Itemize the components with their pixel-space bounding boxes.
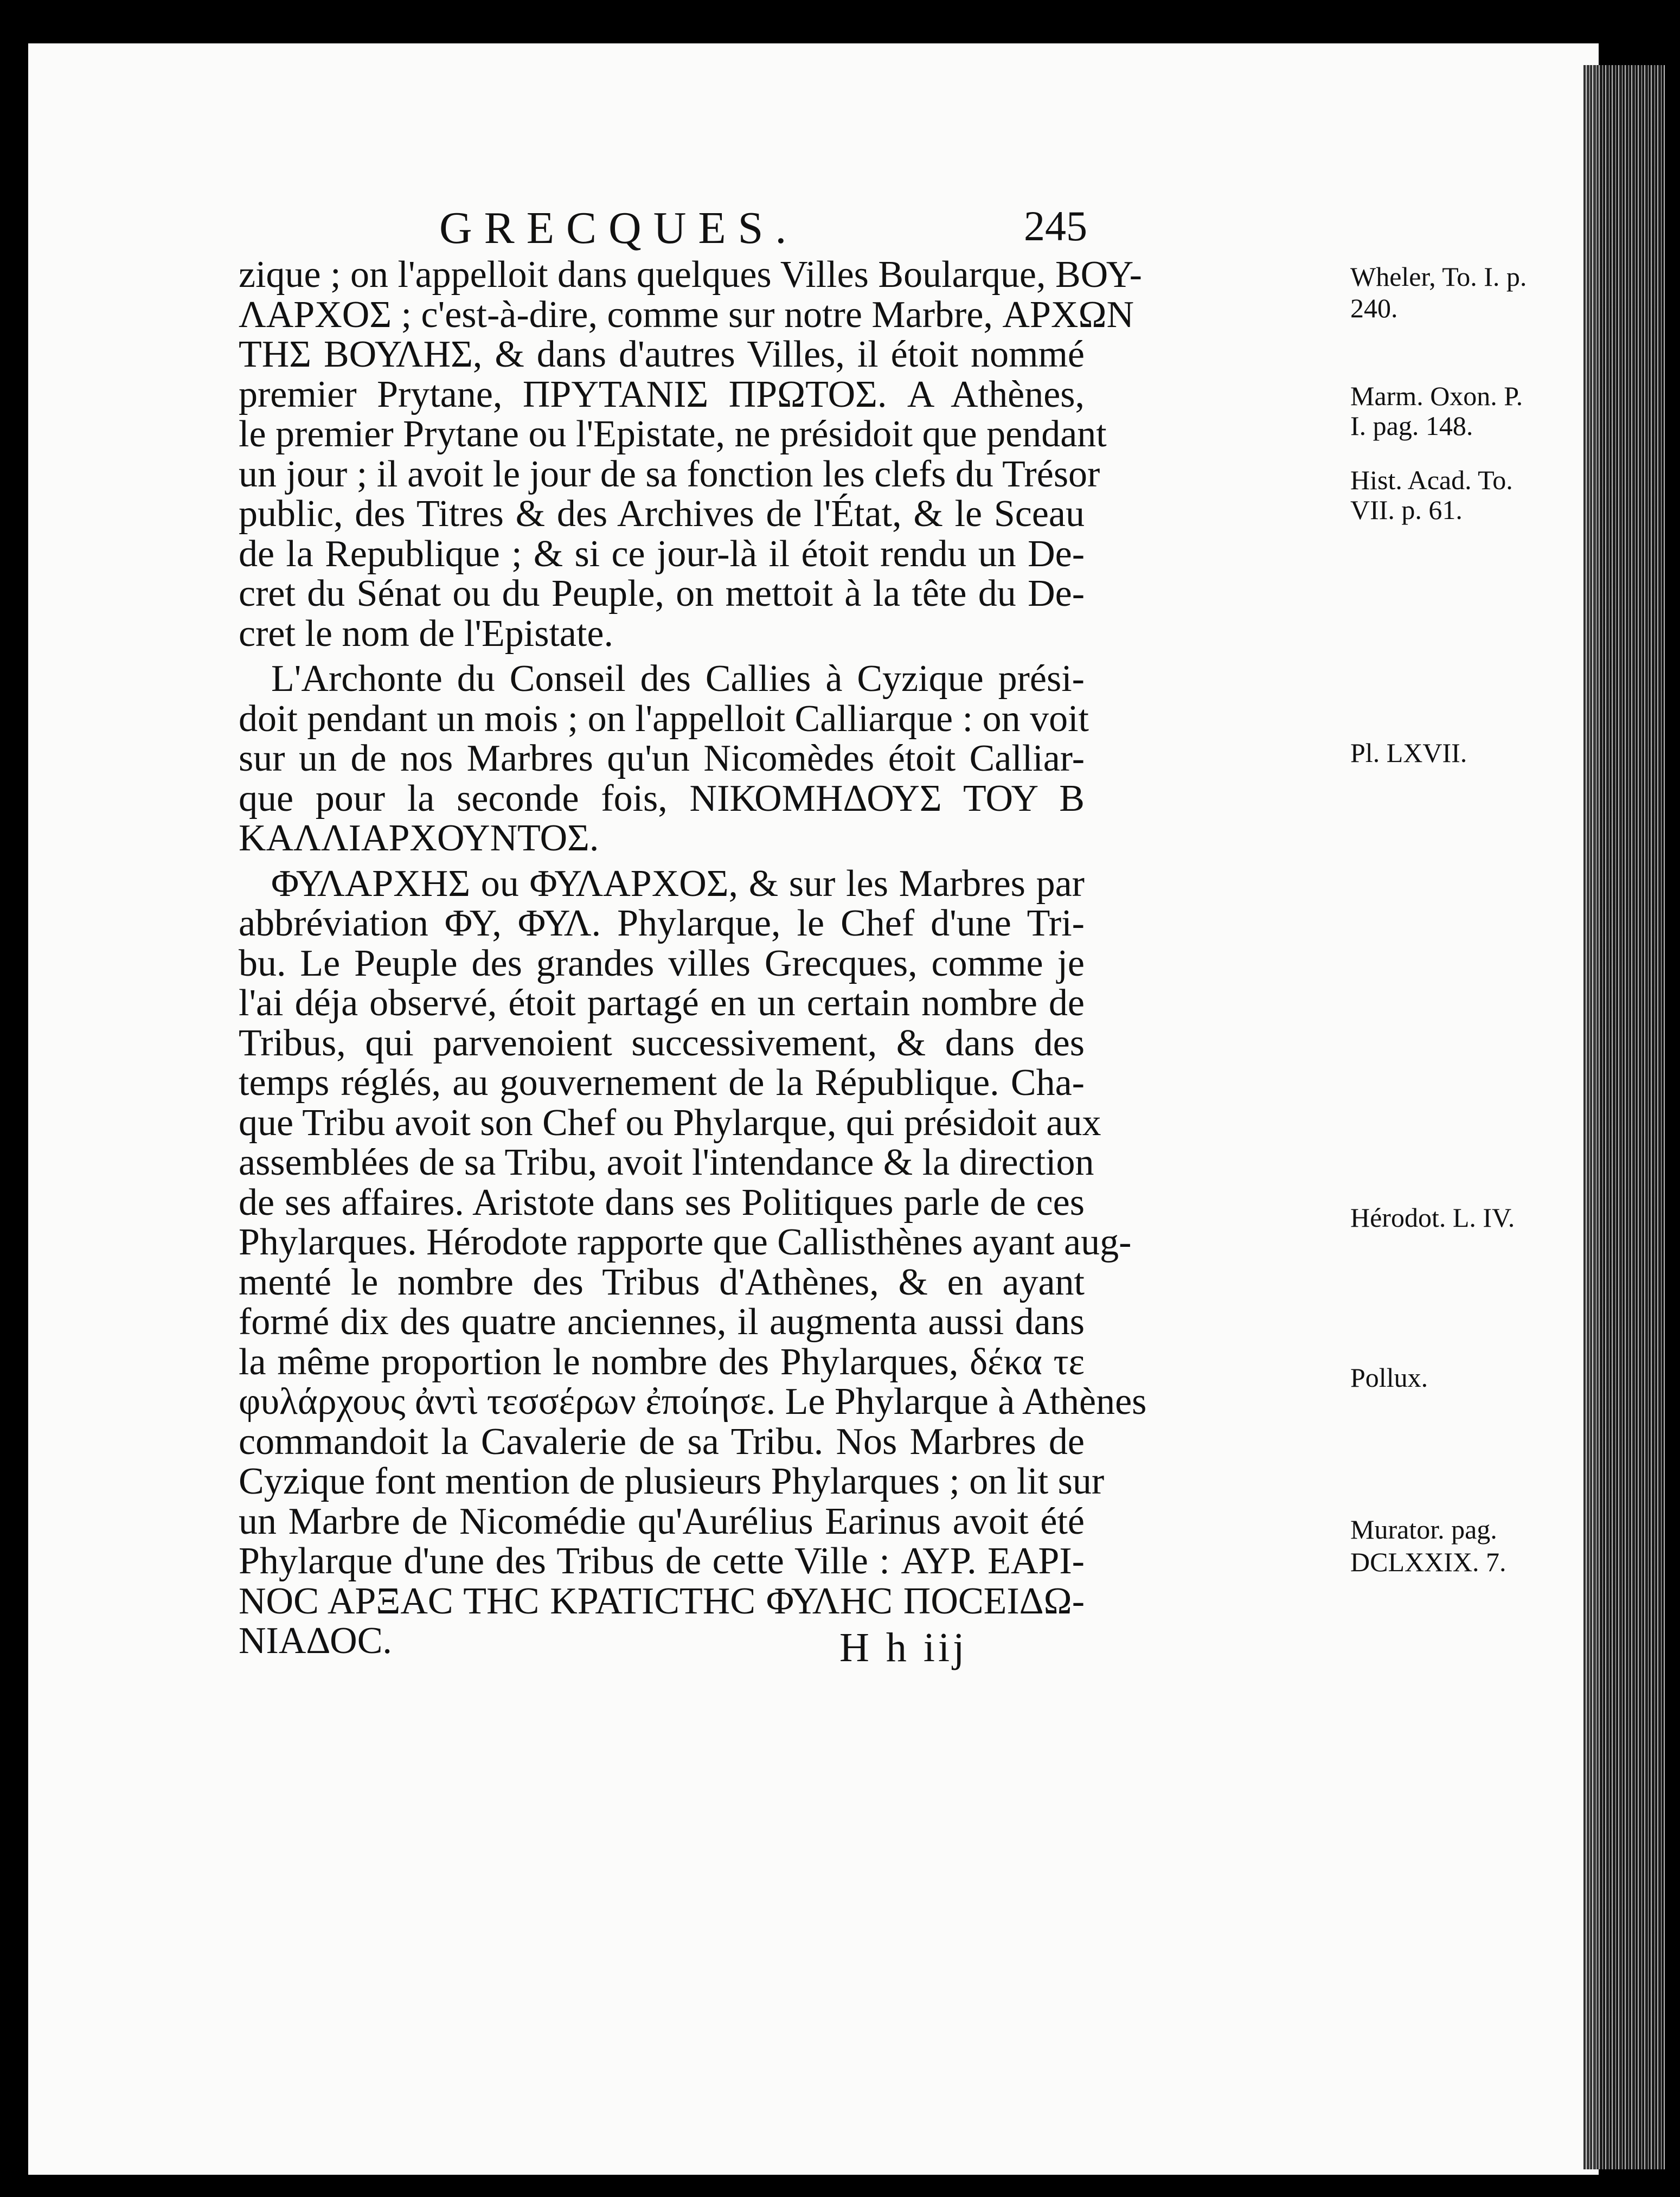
body-line: ΛΑΡΧΟΣ ; c'est-à-dire, comme sur notre Marbre, ΑΡΧΩΝ [239,293,1134,336]
body-line: ΚΑΛΛΙΑΡΧΟΥΝΤΟΣ. [239,817,599,859]
body-line: doit pendant un mois ; on l'appelloit Calliarque : on voit [239,697,1089,740]
body-line: sur un de nos Marbres qu'un Nicomèdes étoit Calliar- [239,738,1085,779]
body-line: ΝΙΑΔΟϹ. [239,1620,392,1662]
body-line: commandoit la Cavalerie de sa Tribu. Nos Marbres de [239,1420,1085,1463]
body-line: formé dix des quatre anciennes, il augmenta aussi dans [239,1301,1085,1343]
body-line: Tribus, qui parvenoient successivement, & dans des [239,1022,1085,1064]
margin-note: Pl. LXVII. [1350,738,1467,768]
margin-note: Pollux. [1350,1362,1428,1393]
page-edge-shadow [1583,65,1665,2169]
body-line: menté le nombre des Tribus d'Athènes, & en ayant [239,1261,1085,1303]
scan-left-border [0,0,28,2197]
body-line: zique ; on l'appelloit dans quelques Villes Boularque, ΒΟΥ- [239,254,1142,296]
margin-note: Wheler, To. I. p. [1350,261,1527,292]
body-text [239,254,1527,1662]
body-line: un Marbre de Nicomédie qu'Aurélius Earinus avoit été [239,1500,1085,1542]
body-line: assemblées de sa Tribu, avoit l'intendance & la direction [239,1142,1094,1183]
body-line: ΤΗΣ ΒΟΥΛΗΣ, & dans d'autres Villes, il étoit nommé [239,334,1085,375]
margin-note: DCLXXIX. 7. [1350,1547,1506,1577]
body-line: Phylarques. Hérodote rapporte que Callisthènes ayant aug- [239,1221,1132,1263]
body-line: bu. Le Peuple des grandes villes Grecques, comme je [239,942,1085,984]
body-line: ΝΟϹ ΑΡΞΑϹ ΤΗϹ ΚΡΑΤΙϹΤΗϹ ΦΥΛΗϹ ΠΟϹΕΙΔΩ- [239,1580,1085,1622]
body-line: que pour la seconde fois, ΝΙΚΟΜΗΔΟΥΣ ΤΟΥ Β [239,777,1085,819]
margin-note: Hérodot. L. IV. [1350,1202,1515,1233]
body-line: de ses affaires. Aristote dans ses Politiques parle de ces [239,1181,1085,1224]
body-line: Cyzique font mention de plusieurs Phylarques ; on lit sur [239,1461,1105,1502]
body-line: Phylarque d'une des Tribus de cette Ville : ΑΥΡ. ΕΑΡΙ- [239,1540,1085,1582]
margin-note: I. pag. 148. [1350,411,1473,441]
body-line: φυλάρχους ἀντὶ τεσσέρων ἐποίησε. Le Phylarque à Athènes [239,1381,1147,1423]
margin-note: Marm. Oxon. P. [1350,381,1523,411]
page-number: 245 [1024,202,1087,249]
body-line: temps réglés, au gouvernement de la République. Cha- [239,1062,1085,1104]
running-title: GRECQUES. [439,203,799,253]
margin-note: Hist. Acad. To. [1350,465,1513,495]
body-line: cret du Sénat ou du Peuple, on mettoit à la tête du De- [239,573,1085,614]
margin-note: VII. p. 61. [1350,495,1463,525]
body-line: ΦΥΛΑΡΧΗΣ ou ΦΥΛΑΡΧΟΣ, & sur les Marbres par [271,862,1085,905]
body-line: un jour ; il avoit le jour de sa fonction les clefs du Trésor [239,453,1100,495]
body-line: premier Prytane, ΠΡΥΤΑΝΙΣ ΠΡΩΤΟΣ. A Athènes, [239,373,1085,415]
signature-mark: H h iij [839,1625,968,1670]
body-line: que Tribu avoit son Chef ou Phylarque, qui présidoit aux [239,1101,1101,1144]
body-line: le premier Prytane ou l'Epistate, ne présidoit que pendant [239,413,1107,455]
margin-note: Murator. pag. [1350,1514,1497,1545]
body-line: abbréviation ΦΥ, ΦΥΛ. Phylarque, le Chef d'une Tri- [239,902,1085,944]
body-line: L'Archonte du Conseil des Callies à Cyzique prési- [271,658,1085,700]
body-line: de la Republique ; & si ce jour-là il étoit rendu un De- [239,533,1085,575]
body-line: la même proportion le nombre des Phylarques, δέκα τε [239,1341,1085,1383]
body-line: public, des Titres & des Archives de l'État, & le Sceau [239,493,1085,535]
margin-note: 240. [1350,293,1398,323]
running-head [439,202,1123,251]
body-line: cret le nom de l'Epistate. [239,612,613,655]
body-line: l'ai déja observé, étoit partagé en un certain nombre de [239,982,1085,1024]
